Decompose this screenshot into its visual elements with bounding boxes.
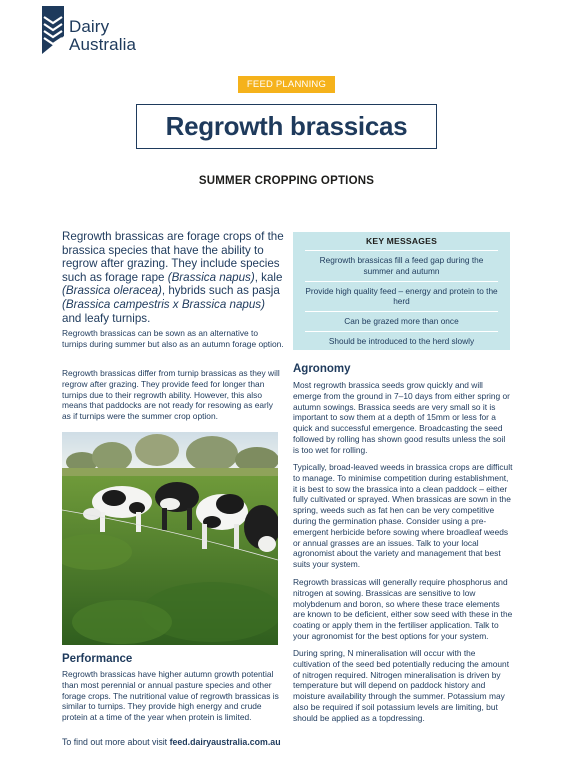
key-message-item: Provide high quality feed – energy and protein to the herd — [305, 282, 498, 313]
logo-chevron-icon — [42, 6, 64, 54]
agronomy-paragraph-1: Most regrowth brassica seeds grow quickly and will emerge from the ground in 7–10 days from either spring or autumn sowings. Brassica seeds are very small so it is important to sow them at a depth of 15mm or less for a quick and successful emergence. Broadcasting the seed followed by rolling has shown good results unless the soil is too wet for rolling. — [293, 380, 510, 455]
lead-species-italic: (Brassica napus) — [167, 270, 255, 284]
intro-lead — [62, 230, 284, 325]
key-message-item: Should be introduced to the herd slowly — [328, 335, 475, 346]
lead-text: , kale — [254, 270, 283, 284]
cows-grazing-photo — [62, 432, 278, 645]
page-title: Regrowth brassicas — [165, 111, 408, 141]
key-messages-heading: KEY MESSAGES — [305, 236, 498, 251]
agronomy-paragraph-3: Regrowth brassicas will generally require phosphorus and nitrogen at sowing. Brassicas are sensitive to low molybdenum and boron, so where these trace elements are known to be deficient, either sow seed with these in the coating or apply them in the fertiliser application. Talk to your agronomist for the best options for your system. — [293, 577, 513, 641]
agronomy-paragraph-2: Typically, broad-leaved weeds in brassica crops are difficult to manage. To minimise competition during establishment, it is best to sow the brassica into a clean paddock – either fully cultivated or sprayed. When brassicas are sown in the spring, weeds such as fat hen can be very competitive during the germination phase. Consider using a pre-emergent herbicide before sowing where broadleaf weeds or annual grasses are an issues. Talk to your local agronomist about the variety and management that best suits your system. — [293, 462, 513, 570]
key-message-item: Regrowth brassicas fill a feed gap during the summer and autumn — [305, 251, 498, 282]
logo-line-1: Dairy — [69, 17, 110, 36]
agronomy-heading: Agronomy — [293, 363, 351, 375]
lead-text: and leafy turnips. — [62, 311, 151, 325]
footer-link[interactable]: feed.dairyaustralia.com.au — [169, 737, 281, 747]
performance-heading: Performance — [62, 653, 133, 665]
performance-text: Regrowth brassicas have higher autumn growth potential than most perennial or annual pasture species and other forage crops. The nutritional value of regrowth brassicas is similar to turnips. They provide high energy and crude protein at a time of the year when protein is limited. — [62, 669, 279, 723]
feed-planning-tag: FEED PLANNING — [238, 76, 335, 93]
key-messages-box — [293, 232, 510, 350]
title-box — [136, 104, 437, 149]
tag-row — [0, 74, 573, 93]
lead-text: Regrowth brassicas are forage crops of the brassica species that have the ability to regrow after grazing. They include species such as forage rape — [62, 230, 284, 284]
intro-paragraph-1: Regrowth brassicas can be sown as an alternative to turnips during summer but also as an autumn forage option. — [62, 328, 284, 349]
page-subtitle: SUMMER CROPPING OPTIONS — [198, 175, 375, 187]
logo-line-2: Australia — [69, 35, 137, 54]
key-message-item: Can be grazed more than once — [305, 312, 498, 332]
footer — [62, 737, 281, 747]
lead-text: , hybrids such as pasja — [161, 284, 280, 298]
footer-prefix: To find out more about visit — [62, 737, 170, 747]
dairy-australia-logo — [42, 6, 162, 58]
logo-wordmark — [69, 18, 136, 54]
agronomy-paragraph-4: During spring, N mineralisation will occur with the cultivation of the seed bed potentially reducing the amount of nitrogen required. Nitrogen mineralisation is driven by temperature but will depend on paddock history and moisture availability through the summer. Potassium may also be required if soil potassium levels are limiting, but should be applied as a topdressing. — [293, 648, 510, 723]
intro-paragraph-2: Regrowth brassicas differ from turnip brassicas as they will regrow after grazing. They provide feed for longer than turnips due to their regrowth ability. However, this also means that paddocks are not ready for resowing as early as if turnips were the summer crop option. — [62, 368, 280, 422]
lead-species-italic: (Brassica campestris x Brassica napus) — [62, 297, 265, 311]
lead-species-italic: (Brassica oleracea) — [62, 284, 162, 298]
